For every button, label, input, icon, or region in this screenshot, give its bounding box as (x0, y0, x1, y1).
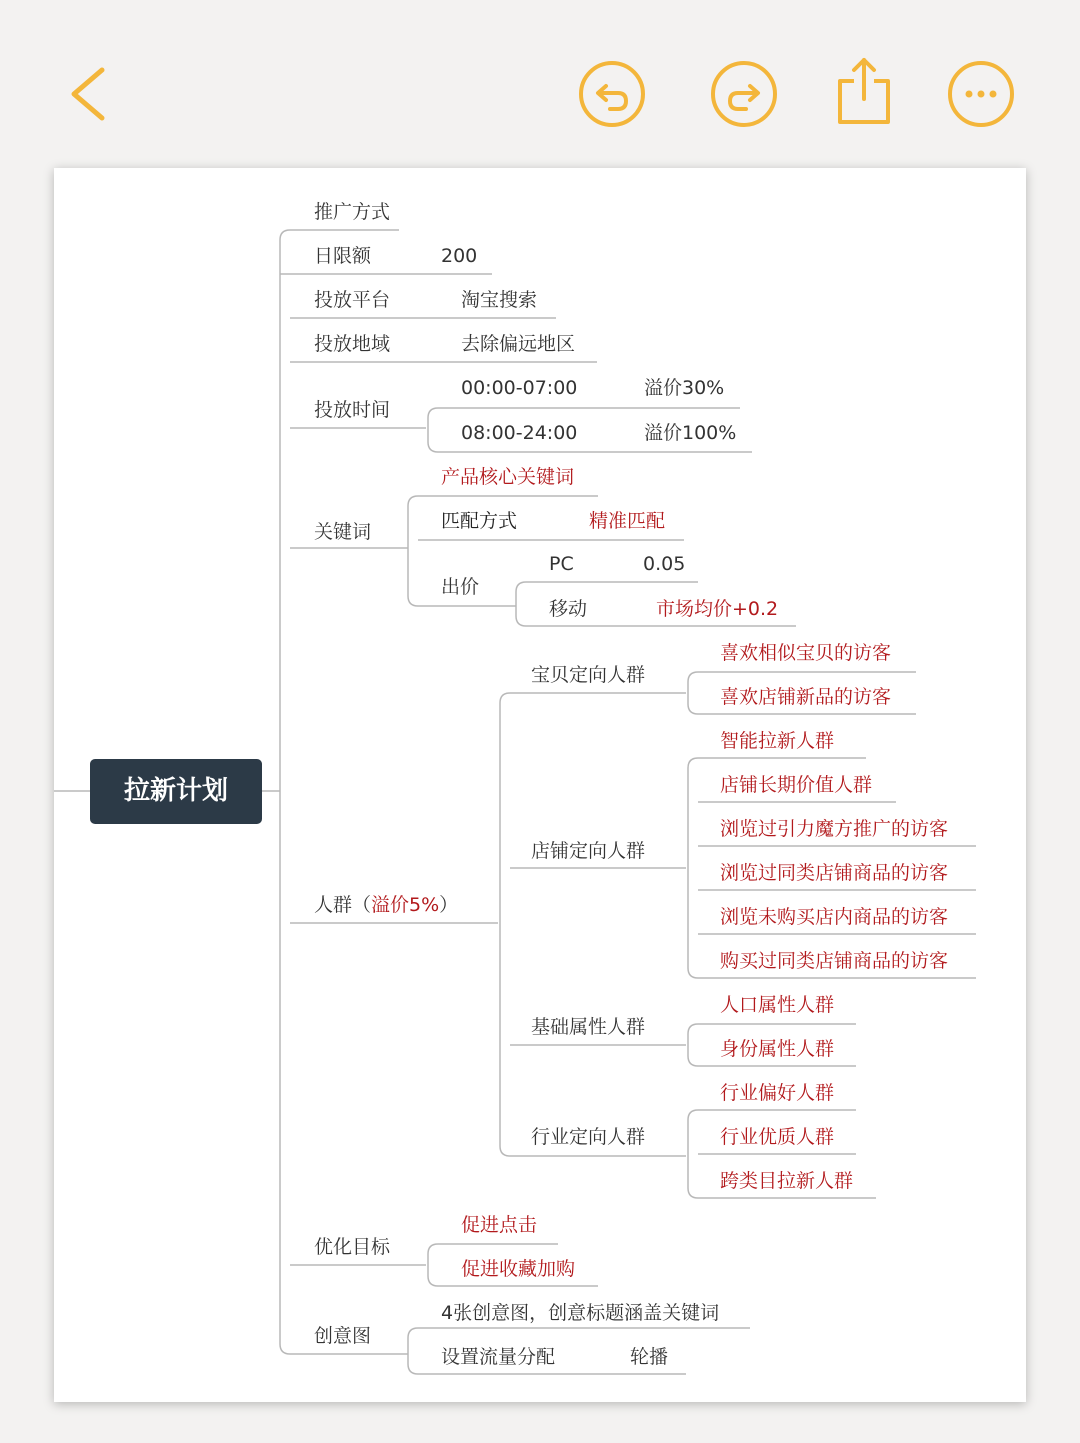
creative-desc: 4张创意图，创意标题涵盖关键词 (441, 1302, 720, 1324)
daily-limit-node[interactable]: 日限额 (314, 245, 372, 267)
shop-crowd-node[interactable]: 店铺定向人群 (531, 840, 646, 862)
time-slot-range: 08:00-24:00 (461, 422, 578, 444)
undo-icon[interactable] (576, 58, 648, 130)
crowd-node[interactable] (314, 893, 458, 917)
crowd-item: 身份属性人群 (720, 1038, 835, 1060)
time-slot-range: 00:00-07:00 (461, 377, 578, 399)
traffic-value: 轮播 (630, 1346, 669, 1368)
match-method-value: 精准匹配 (589, 510, 666, 532)
region-node[interactable]: 投放地域 (314, 333, 391, 355)
crowd-item: 智能拉新人群 (720, 730, 835, 752)
crowd-item: 店铺长期价值人群 (720, 774, 873, 796)
keyword-node[interactable]: 关键词 (314, 521, 372, 543)
crowd-item: 行业优质人群 (720, 1126, 835, 1148)
bid-mobile-value: 市场均价+0.2 (656, 598, 779, 620)
toolbar (0, 0, 1080, 170)
crowd-label: 人群（ (314, 894, 372, 916)
keyword-core: 产品核心关键词 (441, 466, 575, 488)
goal-node[interactable]: 优化目标 (314, 1236, 391, 1258)
traffic-label: 设置流量分配 (441, 1346, 556, 1368)
bid-mobile-label: 移动 (549, 598, 588, 620)
mindmap-canvas (54, 168, 1026, 1402)
creative-node[interactable]: 创意图 (314, 1325, 372, 1347)
crowd-item: 人口属性人群 (720, 994, 835, 1016)
region-value: 去除偏远地区 (461, 333, 576, 355)
time-slot-premium: 溢价100% (644, 422, 737, 444)
back-icon[interactable] (66, 64, 112, 124)
crowd-item: 浏览过引力魔方推广的访客 (720, 818, 949, 840)
crowd-item: 购买过同类店铺商品的访客 (720, 950, 949, 972)
time-slot-premium: 溢价30% (644, 377, 725, 399)
daily-limit-value: 200 (441, 245, 478, 267)
crowd-label-suffix: ） (439, 894, 459, 916)
item-crowd-node[interactable]: 宝贝定向人群 (531, 664, 646, 686)
industry-crowd-node[interactable]: 行业定向人群 (531, 1126, 646, 1148)
crowd-item: 喜欢相似宝贝的访客 (720, 642, 892, 664)
crowd-item: 行业偏好人群 (720, 1082, 835, 1104)
promo-method-node[interactable]: 推广方式 (314, 201, 391, 223)
bid-pc-value: 0.05 (643, 553, 686, 575)
goal-item: 促进收藏加购 (461, 1258, 576, 1280)
goal-item: 促进点击 (461, 1214, 538, 1236)
match-method-label: 匹配方式 (441, 510, 518, 532)
platform-node[interactable]: 投放平台 (314, 289, 391, 311)
more-icon[interactable] (945, 58, 1017, 130)
bid-pc-label: PC (549, 553, 574, 575)
crowd-item: 跨类目拉新人群 (720, 1170, 854, 1192)
crowd-item: 浏览过同类店铺商品的访客 (720, 862, 949, 884)
time-node[interactable]: 投放时间 (314, 399, 391, 421)
root-node[interactable]: 拉新计划 (90, 759, 262, 824)
crowd-item: 喜欢店铺新品的访客 (720, 686, 892, 708)
basic-crowd-node[interactable]: 基础属性人群 (531, 1016, 646, 1038)
crowd-premium: 溢价5% (371, 894, 440, 916)
platform-value: 淘宝搜索 (461, 289, 538, 311)
crowd-item: 浏览未购买店内商品的访客 (720, 906, 949, 928)
share-icon[interactable] (834, 55, 894, 127)
bid-label: 出价 (441, 576, 480, 598)
redo-icon[interactable] (708, 58, 780, 130)
